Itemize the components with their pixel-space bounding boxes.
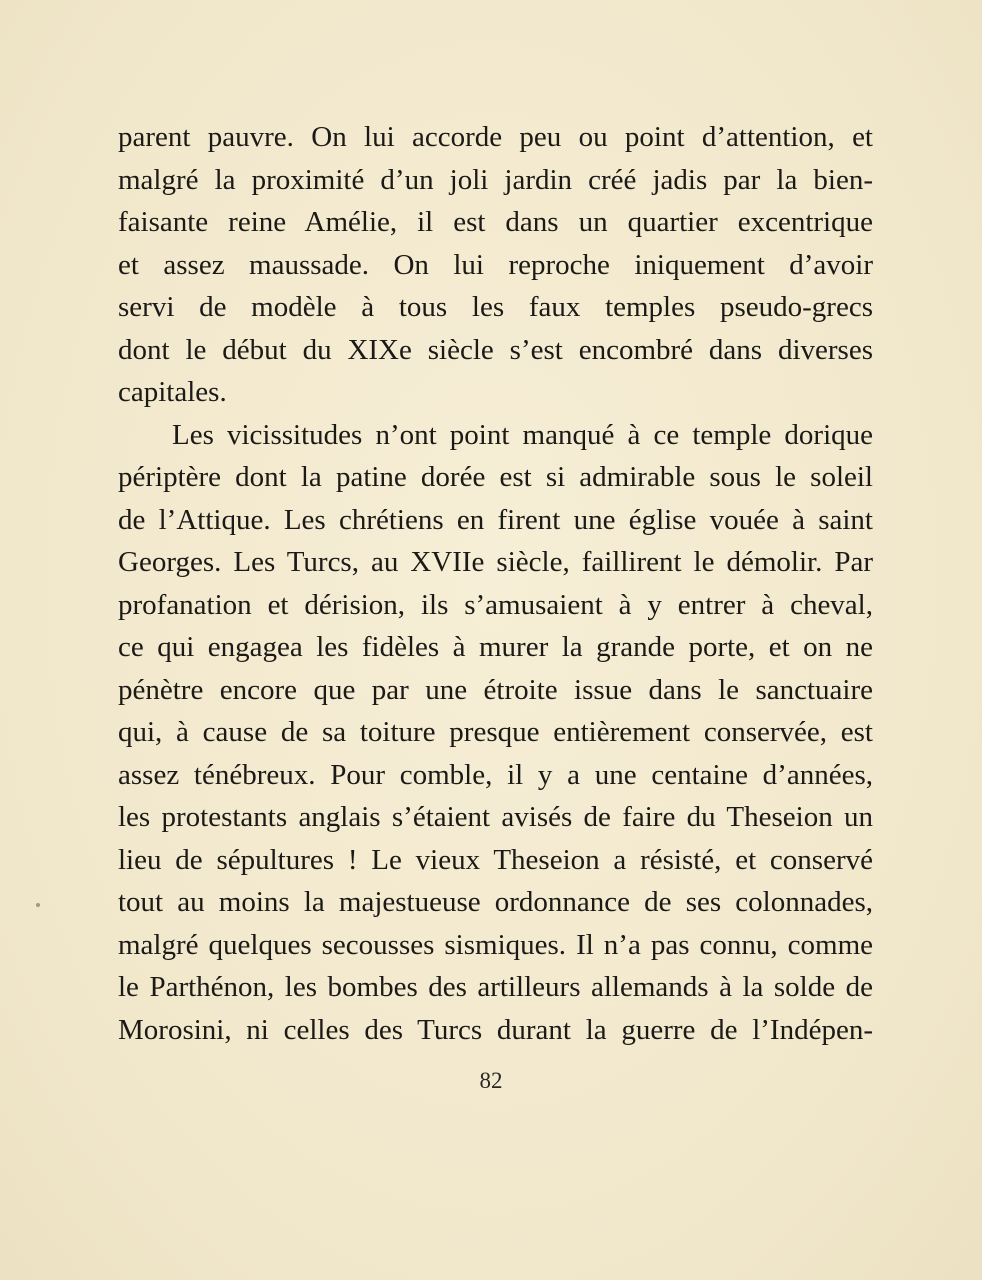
text-line: capitales.: [118, 376, 227, 408]
text-line: qui, à cause de sa toiture presque entièrement conservée, est: [118, 716, 873, 748]
text-line: lieu de sépultures ! Le vieux Theseion a résisté, et conservé: [118, 844, 873, 876]
text-line: périptère dont la patine dorée est si admirable sous le soleil: [118, 461, 873, 493]
text-line: servi de modèle à tous les faux temples pseudo-grecs: [118, 291, 873, 323]
text-line: Georges. Les Turcs, au XVIIe siècle, faillirent le démolir. Par: [118, 546, 873, 578]
text-line: malgré quelques secousses sismiques. Il n’a pas connu, comme: [118, 929, 873, 961]
paper-speck: [36, 903, 40, 907]
text-line: Les vicissitudes n’ont point manqué à ce temple dorique: [172, 419, 873, 451]
text-line: Morosini, ni celles des Turcs durant la guerre de l’Indépen-: [118, 1014, 873, 1046]
text-line: assez ténébreux. Pour comble, il y a une centaine d’années,: [118, 759, 873, 791]
text-line: parent pauvre. On lui accorde peu ou point d’attention, et: [118, 121, 873, 153]
text-line: malgré la proximité d’un joli jardin créé jadis par la bien-: [118, 164, 873, 196]
text-line: ce qui engagea les fidèles à murer la grande porte, et on ne: [118, 631, 873, 663]
text-line: et assez maussade. On lui reproche iniquement d’avoir: [118, 249, 873, 281]
text-line: le Parthénon, les bombes des artilleurs allemands à la solde de: [118, 971, 873, 1003]
text-line: pénètre encore que par une étroite issue dans le sanctuaire: [118, 674, 873, 706]
text-line: tout au moins la majestueuse ordonnance de ses colonnades,: [118, 886, 873, 918]
text-line: de l’Attique. Les chrétiens en firent une église vouée à saint: [118, 504, 873, 536]
page-number: 82: [479, 1068, 503, 1093]
text-line: profanation et dérision, ils s’amusaient à y entrer à cheval,: [118, 589, 873, 621]
text-line: dont le début du XIXe siècle s’est encombré dans diverses: [118, 334, 873, 366]
text-line: les protestants anglais s’étaient avisés de faire du Theseion un: [118, 801, 873, 833]
text-line: faisante reine Amélie, il est dans un quartier excentrique: [118, 206, 873, 238]
